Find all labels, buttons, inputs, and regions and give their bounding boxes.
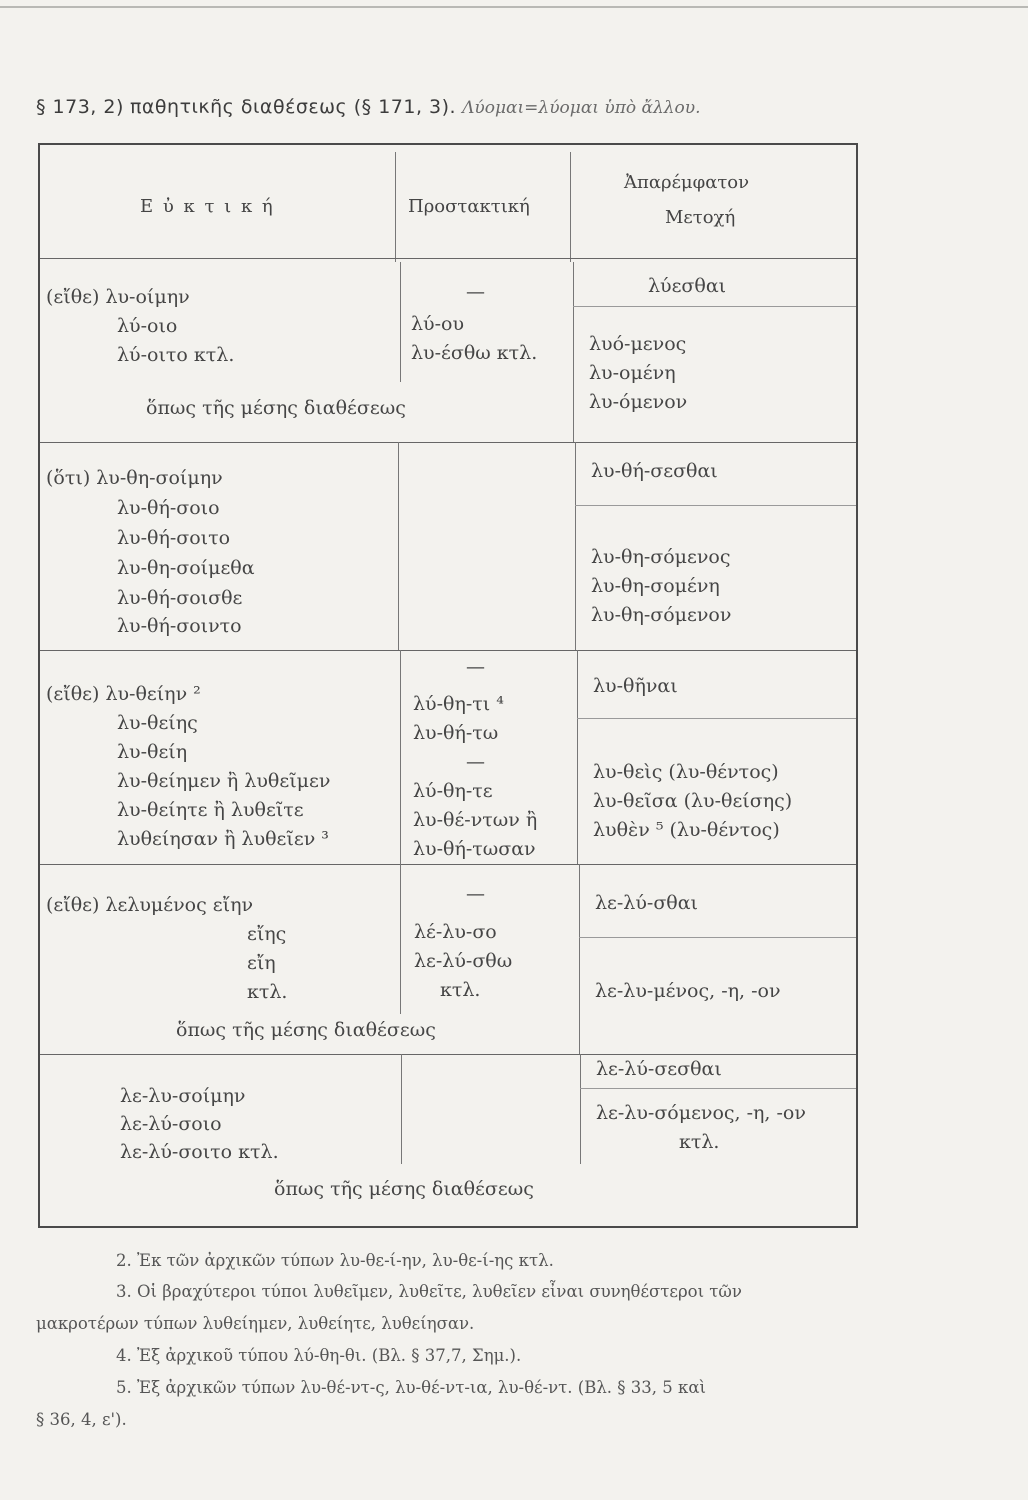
footnote-3-cont: μακροτέρων τύπων λυθείημεν, λυθείητε, λυθείησαν.: [36, 1314, 475, 1333]
aorist-infinitive: λυ-θῆναι: [593, 675, 678, 697]
col-divider-2: [570, 152, 571, 262]
col-divider-2-r2: [575, 442, 576, 650]
footnote-3: 3. Οἱ βραχύτεροι τύποι λυθεῖμεν, λυθεῖτε, λυθεῖεν εἶναι συνηθέστεροι τῶν: [116, 1282, 742, 1301]
aorist-participle-3: λυθὲν ⁵ (λυ-θέντος): [593, 819, 780, 841]
header-optative: Ε ὐ κ τ ι κ ή: [140, 196, 275, 217]
inf-part-rule-r4: [579, 937, 856, 938]
present-infinitive: λύεσθαι: [648, 275, 727, 297]
col-divider-1-r1: [400, 262, 401, 382]
section-title: παθητικῆς διαθέσεως (§ 171, 3).: [129, 96, 457, 118]
present-participle-2: λυ-ομένη: [589, 362, 676, 384]
future-optative-4: λυ-θη-σοίμεθα: [117, 557, 255, 579]
aorist-optative-1: (εἴθε) λυ-θείην ²: [46, 683, 201, 705]
footnote-5-cont: § 36, 4, ε').: [36, 1410, 127, 1429]
row-rule-1: [40, 442, 856, 443]
aorist-participle-1: λυ-θεὶς (λυ-θέντος): [593, 761, 779, 783]
present-participle-3: λυ-όμενον: [589, 391, 688, 413]
aorist-imperative-5: λύ-θη-τε: [413, 780, 493, 802]
aorist-imperative-7: λυ-θή-τωσαν: [413, 838, 536, 860]
aorist-imperative-6: λυ-θέ-ντων ἢ: [413, 809, 538, 831]
future-perfect-optative-3: λε-λύ-σοιτο κτλ.: [120, 1141, 279, 1163]
future-perfect-optative-1: λε-λυ-σοίμην: [120, 1085, 246, 1107]
perfect-imperative-1: —: [466, 883, 485, 905]
col-divider-1-r3: [400, 650, 401, 864]
col-divider-1-r4: [400, 864, 401, 1014]
present-optative-2: λύ-οιο: [117, 315, 178, 337]
aorist-optative-2: λυ-θείης: [117, 712, 198, 734]
header-infinitive: Ἀπαρέμφατον: [624, 172, 750, 193]
future-optative-2: λυ-θή-σοιο: [117, 497, 220, 519]
col-divider-1: [395, 152, 396, 262]
footnote-2: 2. Ἐκ τῶν ἀρχικῶν τύπων λυ-θε-ί-ην, λυ-θε-ί-ης κτλ.: [116, 1251, 554, 1270]
inf-part-rule-r2: [575, 505, 856, 506]
future-participle-3: λυ-θη-σόμενον: [591, 604, 732, 626]
inf-part-rule-r5: [580, 1088, 856, 1089]
perfect-optative-2: εἴης: [247, 923, 287, 945]
aorist-imperative-4: —: [466, 751, 485, 773]
future-perfect-infinitive: λε-λύ-σεσθαι: [596, 1058, 722, 1080]
perfect-optative-4: κτλ.: [247, 981, 288, 1003]
col-divider-1-r2: [398, 442, 399, 650]
header-imperative: Προστακτική: [408, 196, 530, 217]
future-optative-3: λυ-θή-σοιτο: [117, 527, 231, 549]
present-imperative-2: λύ-ου: [411, 313, 465, 335]
inf-part-rule-r3: [577, 718, 856, 719]
perfect-imperative-4: κτλ.: [440, 979, 481, 1001]
col-divider-2-r5: [580, 1054, 581, 1164]
top-edge-line: [0, 6, 1028, 8]
future-perfect-participle-2: κτλ.: [679, 1131, 720, 1153]
perfect-imperative-3: λε-λύ-σθω: [414, 950, 513, 972]
present-optative-1: (εἴθε) λυ-οίμην: [46, 286, 190, 308]
col-divider-2-r4: [579, 864, 580, 1054]
future-perfect-participle-1: λε-λυ-σόμενος, -η, -ον: [596, 1102, 806, 1124]
col-divider-2-r1: [573, 262, 574, 442]
perfect-note: ὅπως τῆς μέσης διαθέσεως: [176, 1019, 436, 1041]
section-heading: [36, 96, 701, 118]
present-imperative-3: λυ-έσθω κτλ.: [411, 342, 538, 364]
present-note: ὅπως τῆς μέσης διαθέσεως: [146, 397, 406, 419]
future-infinitive: λυ-θή-σεσθαι: [591, 460, 718, 482]
row-rule-3: [40, 864, 856, 865]
perfect-participle-1: λε-λυ-μένος, -η, -ον: [595, 980, 781, 1002]
inf-part-rule-r1: [573, 306, 856, 307]
perfect-optative-3: εἴη: [247, 952, 276, 974]
future-participle-2: λυ-θη-σομένη: [591, 575, 720, 597]
aorist-imperative-1: —: [466, 656, 485, 678]
future-optative-6: λυ-θή-σοιντο: [117, 615, 242, 637]
future-optative-5: λυ-θή-σοισθε: [117, 587, 243, 609]
perfect-imperative-2: λέ-λυ-σο: [414, 921, 497, 943]
aorist-optative-4: λυ-θείημεν ἢ λυθεῖμεν: [117, 770, 331, 792]
future-participle-1: λυ-θη-σόμενος: [591, 546, 731, 568]
col-divider-2-r3: [577, 650, 578, 864]
aorist-optative-5: λυ-θείητε ἢ λυθεῖτε: [117, 799, 304, 821]
aorist-imperative-3: λυ-θή-τω: [413, 722, 499, 744]
aorist-participle-2: λυ-θεῖσα (λυ-θείσης): [593, 790, 793, 812]
col-divider-1-r5: [401, 1054, 402, 1164]
future-optative-1: (ὅτι) λυ-θη-σοίμην: [46, 467, 223, 489]
section-gloss: Λύομαι=λύομαι ὑπὸ ἄλλου.: [462, 98, 701, 118]
header-rule: [40, 258, 856, 259]
aorist-optative-6: λυθείησαν ἢ λυθεῖεν ³: [117, 828, 329, 850]
perfect-optative-1: (εἴθε) λελυμένος εἴην: [46, 894, 254, 916]
present-participle-1: λυό-μενος: [589, 333, 687, 355]
section-number: § 173, 2): [36, 96, 124, 118]
future-perfect-note: ὅπως τῆς μέσης διαθέσεως: [274, 1178, 534, 1200]
aorist-imperative-2: λύ-θη-τι ⁴: [413, 693, 504, 715]
row-rule-2: [40, 650, 856, 651]
present-imperative-1: —: [466, 281, 485, 303]
perfect-infinitive: λε-λύ-σθαι: [595, 892, 699, 914]
row-rule-4: [40, 1054, 856, 1055]
header-participle: Μετοχή: [665, 207, 736, 228]
footnote-4: 4. Ἐξ ἀρχικοῦ τύπου λύ-θη-θι. (Βλ. § 37,7, Σημ.).: [116, 1346, 522, 1365]
future-perfect-optative-2: λε-λύ-σοιο: [120, 1113, 222, 1135]
present-optative-3: λύ-οιτο κτλ.: [117, 344, 235, 366]
aorist-optative-3: λυ-θείη: [117, 741, 188, 763]
footnote-5: 5. Ἐξ ἀρχικῶν τύπων λυ-θέ-ντ-ς, λυ-θέ-ντ-ια, λυ-θέ-ντ. (Βλ. § 33, 5 καὶ: [116, 1378, 706, 1397]
